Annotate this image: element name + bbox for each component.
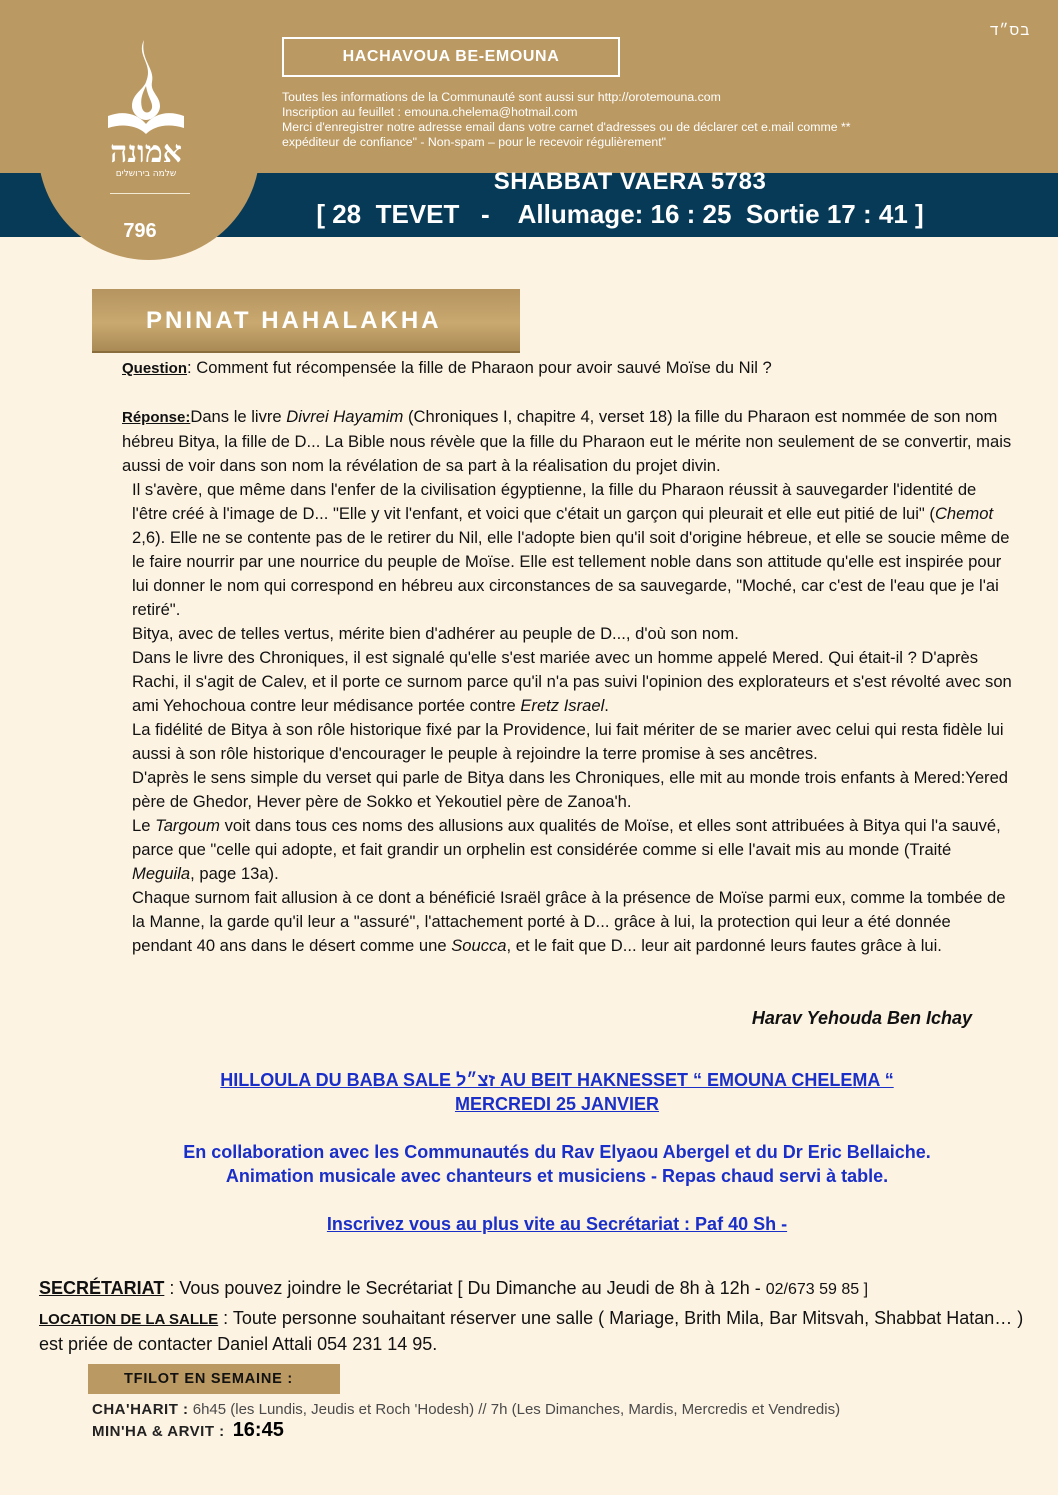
header-info-line: Merci d'enregistrer notre adresse email dans votre carnet d'adresses ou de déclarer cet e.mail comme ** — [282, 120, 851, 134]
section-banner-label: PNINAT HAHALAKHA — [146, 307, 442, 334]
logo-divider — [110, 193, 190, 194]
article-paragraph — [122, 886, 1012, 958]
spacer — [92, 1188, 1022, 1212]
svg-text:שלמה בירושלים: שלמה בירושלים — [115, 169, 177, 179]
article-paragraph — [122, 646, 1012, 718]
question-label: Question — [122, 360, 188, 377]
location-text: : Toute personne souhaitant réserver une salle ( Mariage, Brith Mila, Bar Mitsvah, Shabbat Hatan… ) est priée de contacter Daniel Attali 054 231 14 95. — [39, 1308, 1024, 1354]
article-body — [122, 356, 1012, 958]
article-text: voit dans tous ces noms des allusions aux qualités de Moïse, et elles sont attribuées à Bitya qui l'a sauvé, parce que "celle qui adopte, et fait grandir un orphelin est considérée comme si elle l'avait mis au monde (Traité — [132, 816, 1001, 859]
article-text: , et le fait que D... leur ait pardonné leurs fautes grâce à lui. — [506, 936, 942, 955]
header-info-line: Inscription au feuillet : emouna.chelema@hotmail.com — [282, 105, 578, 119]
article-text: . — [604, 696, 609, 715]
tfilot-banner: TFILOT EN SEMAINE : — [88, 1364, 340, 1394]
bsd-mark: בס״ד — [990, 22, 1031, 39]
article-italic: Targoum — [155, 816, 220, 835]
author-signature: Harav Yehouda Ben Ichay — [751, 1008, 972, 1028]
reponse-label: Réponse: — [122, 409, 191, 426]
article-paragraph — [122, 814, 1012, 886]
header-info-line: Toutes les informations de la Communauté sont aussi sur http://orotemouna.com — [282, 90, 721, 104]
answer-italic: Divrei Hayamim — [286, 407, 404, 426]
article-text: 2,6). Elle ne se contente pas de le retirer du Nil, elle l'adopte bien qu'il soit d'origine hébreue, et elle se soucie même de le faire nourrir par une nourrice du peuple de Moïse. Elle est tellement noble dans son attitude qu'elle est inspirée pour lui donner le nom qui correspond en hébreu aux circonstances de sa sauvegarde, "Moché, car c'est de l'eau que je l'ai retiré". — [132, 528, 1010, 619]
answer-text: Dans le livre — [190, 407, 287, 426]
svg-text:אמונה: אמונה — [110, 135, 182, 170]
event-title-link[interactable]: HILLOULA DU BABA SALE זצ״ל AU BEIT HAKNESSET “ EMOUNA CHELEMA “ — [220, 1070, 894, 1090]
event-collaboration: En collaboration avec les Communautés du Rav Elyaou Abergel et du Dr Eric Bellaiche. — [183, 1142, 931, 1162]
shaharit-times: 6h45 (les Lundis, Jeudis et Roch 'Hodesh) // 7h (Les Dimanches, Mardis, Mercredis et Vendredis) — [188, 1401, 841, 1418]
minha-label: MIN'HA & ARVIT : — [92, 1423, 225, 1440]
shabbat-title: SHABBAT VAERA 5783 — [493, 168, 767, 195]
shabbat-times: [ 28 TEVET - Allumage: 16 : 25 Sortie 17 : 41 ] — [316, 199, 924, 229]
article-text: Le — [132, 816, 156, 835]
spacer — [122, 381, 1012, 405]
event-animation: Animation musicale avec chanteurs et musiciens - Repas chaud servi à table. — [225, 1166, 889, 1186]
issue-number: 796 — [123, 220, 157, 242]
minha-row — [92, 1420, 1052, 1442]
logo-icon — [96, 38, 196, 183]
article-italic: Chemot — [934, 504, 994, 523]
answer-paragraph — [122, 405, 1012, 478]
answer-text: (Chroniques I, chapitre 4, verset 18) la fille du Pharaon est nommée de son nom hébreu Bitya, la fille de D... La Bible nous révèle que la fille du Pharaon eut le mérite non seulement de se convertir, mais aussi de voir dans son nom la révélation de sa part à la réalisation du projet divin. — [122, 407, 1012, 475]
article-text: , page 13a). — [190, 864, 279, 883]
location-label: LOCATION DE LA SALLE — [39, 1311, 219, 1328]
event-date-link[interactable]: MERCREDI 25 JANVIER — [454, 1094, 660, 1114]
question-text: : Comment fut récompensée la fille de Pharaon pour avoir sauvé Moïse du Nil ? — [187, 358, 772, 377]
article-text: Chaque surnom fait allusion à ce dont a bénéficié Israël grâce à la présence de Moïse parmi eux, comme la tombée de la Manne, la garde qu'il leur a "assuré", l'attachement porté à D... grâce à lui, la protection qui leur a été donnée pendant 40 ans dans le désert comme une — [132, 888, 1006, 955]
article-text: Il s'avère, que même dans l'enfer de la civilisation égyptienne, la fille du Pharaon réussit à sauvegarder l'identité de l'être créé à l'image de D... "Elle y vit l'enfant, et voici que c'était un garçon qui pleurait et elle eut pitié de lui" ( — [132, 480, 977, 523]
event-announcement — [92, 1068, 1022, 1236]
article-paragraph: La fidélité de Bitya à son rôle historique fixé par la Providence, lui fait mériter de se marier avec celui qui resta fidèle lui aussi à son rôle historique d'encourager le peuple à rejoindre la terre promise à ses ancêtres. — [132, 720, 1004, 763]
question-paragraph — [122, 356, 1012, 381]
shaharit-label: CHA'HARIT : — [92, 1401, 189, 1418]
article-text: Dans le livre des Chroniques, il est signalé qu'elle s'est mariée avec un homme appelé Mered. Qui était-il ? D'après Rachi, il s'agit de Calev, et il porte ce surnom parce qu'il n'a pas suivi l'opinion des explorateurs et s'est révolté avec son ami Yehochoua contre leur médisance portée contre — [132, 648, 1012, 715]
article-paragraph: D'après le sens simple du verset qui parle de Bitya dans les Chroniques, elle mit au monde trois enfants à Mered:Yered père de Ghedor, Hever père de Sokko et Yekoutiel père de Zanoa'h. — [132, 768, 1009, 811]
article-italic: Soucca — [451, 936, 507, 955]
secretariat-phone: 02/673 59 85 ] — [765, 1281, 869, 1298]
article-paragraph — [122, 478, 1012, 622]
shaharit-row — [92, 1400, 1052, 1420]
event-signup-link[interactable]: Inscrivez vous au plus vite au Secrétariat : Paf 40 Sh - — [326, 1214, 788, 1234]
header-info — [282, 90, 982, 150]
newsletter-title: HACHAVOUA BE-EMOUNA — [282, 37, 620, 77]
header-info-line: expéditeur de confiance" - Non-spam – pour le recevoir régulièrement" — [282, 135, 666, 149]
secretariat-label: SECRÉTARIAT — [39, 1278, 165, 1298]
secretariat-info — [39, 1276, 1029, 1302]
spacer — [92, 1116, 1022, 1140]
article-italic: Meguila — [132, 864, 191, 883]
tfilot-schedule — [92, 1400, 1052, 1442]
section-banner — [92, 289, 520, 351]
location-info — [39, 1306, 1029, 1356]
minha-time: 16:45 — [232, 1419, 284, 1441]
article-italic: Eretz Israel — [520, 696, 605, 715]
secretariat-text: : Vous pouvez joindre le Secrétariat [ Du Dimanche au Jeudi de 8h à 12h - — [164, 1278, 766, 1298]
contacts-section — [39, 1276, 1029, 1360]
article-paragraph: Bitya, avec de telles vertus, mérite bien d'adhérer au peuple de D..., d'où son nom. — [132, 624, 739, 643]
